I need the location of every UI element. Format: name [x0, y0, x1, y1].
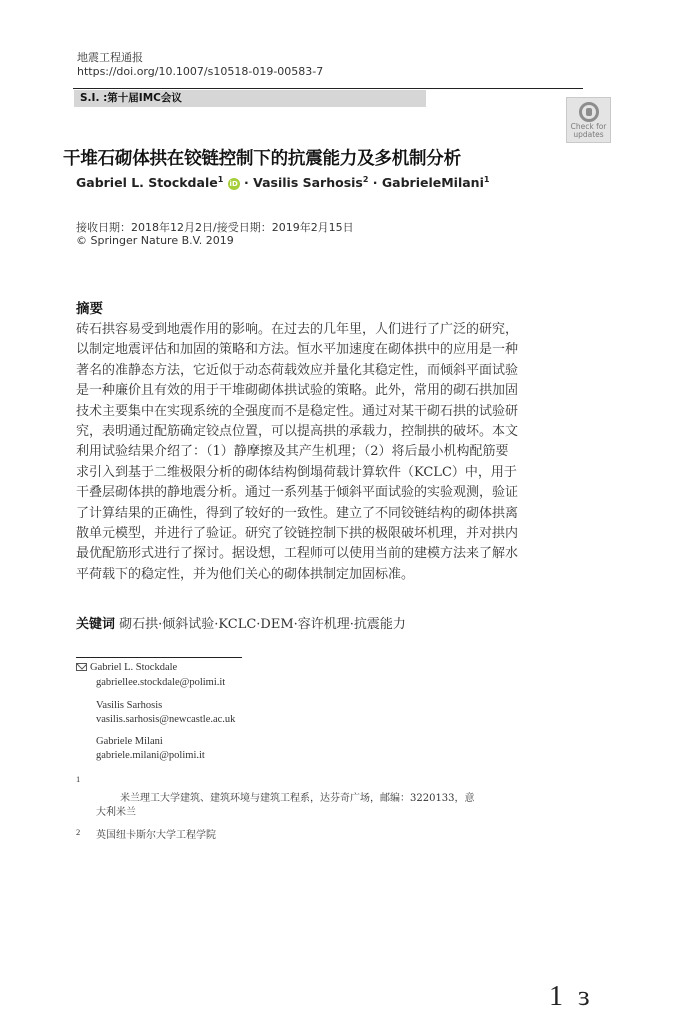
- author-affiliation-sup: 2: [362, 175, 369, 184]
- author-name[interactable]: Vasilis Sarhosis: [253, 175, 363, 191]
- affiliation-number: 2: [76, 827, 81, 837]
- copyright: © Springer Nature B.V. 2019: [76, 234, 234, 247]
- check-label-1: Check for: [570, 122, 607, 131]
- check-for-updates-icon: [579, 102, 599, 122]
- keywords: [76, 613, 406, 632]
- journal-name: 地震工程通报: [77, 51, 143, 64]
- received-accepted-dates: 接收日期：2018年12月2日/接受日期：2019年2月15日: [76, 221, 354, 234]
- author-separator: ·: [368, 175, 382, 191]
- author-name[interactable]: GabrieleMilani: [381, 175, 484, 191]
- contact-name: Gabriel L. Stockdale: [90, 662, 178, 673]
- check-for-updates-badge[interactable]: [566, 97, 611, 143]
- abstract-line: 求引入到基于二维极限分析的砌体结构倒塌荷载计算软件（KCLC）中，用于: [76, 464, 517, 480]
- abstract-line: 是一种廉价且有效的用于干堆砌砌体拱试验的策略。此外，常用的砌石拱加固: [76, 383, 519, 399]
- keywords-label: 关键词: [76, 617, 116, 632]
- author-name[interactable]: Gabriel L. Stockdale: [76, 175, 218, 191]
- abstract-line: 以制定地震评估和加固的策略和方法。恒水平加速度在砌体拱中的应用是一种: [76, 342, 519, 358]
- abstract-line: 究，表明通过配筋确定铰点位置，可以提高拱的承载力，控制拱的破坏。本文: [76, 424, 519, 440]
- orcid-icon[interactable]: iD: [229, 180, 238, 189]
- abstract-line: 散单元模型，并进行了验证。研究了铰链控制下拱的极限破坏机理，并对拱内: [76, 526, 519, 542]
- doi-link[interactable]: https://doi.org/10.1007/s10518-019-00583-7: [77, 65, 324, 78]
- contact-email[interactable]: vasilis.sarhosis@newcastle.ac.uk: [96, 714, 236, 725]
- affiliation-line: 大利米兰: [96, 807, 136, 818]
- affiliation-line: 英国纽卡斯尔大学工程学院: [96, 830, 216, 841]
- dates-block: [76, 221, 354, 247]
- springer-logo: 1 ɜ: [549, 981, 594, 1012]
- abstract-line: 干叠层砌体拱的静地震分析。通过一系列基于倾斜平面试验的实验观测，验证: [76, 485, 519, 501]
- contact-name: Vasilis Sarhosis: [96, 700, 163, 711]
- contact-email[interactable]: gabriellee.stockdale@polimi.it: [96, 677, 226, 688]
- keywords-text: 砌石拱·倾斜试验·KCLC·DEM·容许机理·抗震能力: [115, 617, 406, 632]
- abstract-line: 平荷载下的稳定性，并为他们关心的砌体拱制定加固标准。: [76, 566, 415, 582]
- header-rule: [73, 88, 583, 89]
- abstract-line: 著名的准静态方法，它近似于动态荷载效应并量化其稳定性，而倾斜平面试验: [76, 362, 519, 378]
- abstract-line: 利用试验结果介绍了：（1）静摩擦及其产生机理；（2）将后最小机构配筋要: [76, 444, 509, 460]
- affiliation-line: 米兰理工大学建筑、建筑环境与建筑工程系，达芬奇广场，邮编：3220133，意: [120, 793, 475, 804]
- abstract-line: 技术主要集中在实现系统的全强度而不是稳定性。通过对某干砌石拱的试验研: [76, 403, 519, 419]
- author-affiliation-sup: 1: [217, 175, 224, 184]
- envelope-icon: [76, 663, 87, 671]
- footnote-rule: [76, 657, 242, 658]
- contact-email[interactable]: gabriele.milani@polimi.it: [96, 750, 205, 761]
- abstract-line: 了计算结果的正确性，得到了较好的一致性。建立了不同铰链结构的砌体拱离: [76, 505, 519, 521]
- author-separator: ·: [239, 175, 254, 191]
- abstract-line: 砖石拱容易受到地震作用的影响。在过去的几年里，人们进行了广泛的研究，: [76, 322, 519, 337]
- check-label-2: updates: [573, 130, 604, 139]
- journal-header: [77, 51, 323, 79]
- contact-name: Gabriele Milani: [96, 736, 163, 747]
- section-tag: S.I. :第十届IMC会议: [74, 90, 426, 107]
- paper-title: 干堆石砌体拱在铰链控制下的抗震能力及多机制分析: [63, 149, 461, 169]
- author-affiliation-sup: 1: [483, 175, 490, 184]
- author-list: [76, 175, 489, 190]
- abstract-body: [76, 320, 579, 585]
- abstract-line: 最优配筋形式进行了探讨。据设想，工程师可以使用当前的建模方法来了解水: [76, 546, 519, 562]
- affiliation-number: 1: [76, 774, 81, 784]
- abstract-heading: 摘要: [76, 301, 103, 317]
